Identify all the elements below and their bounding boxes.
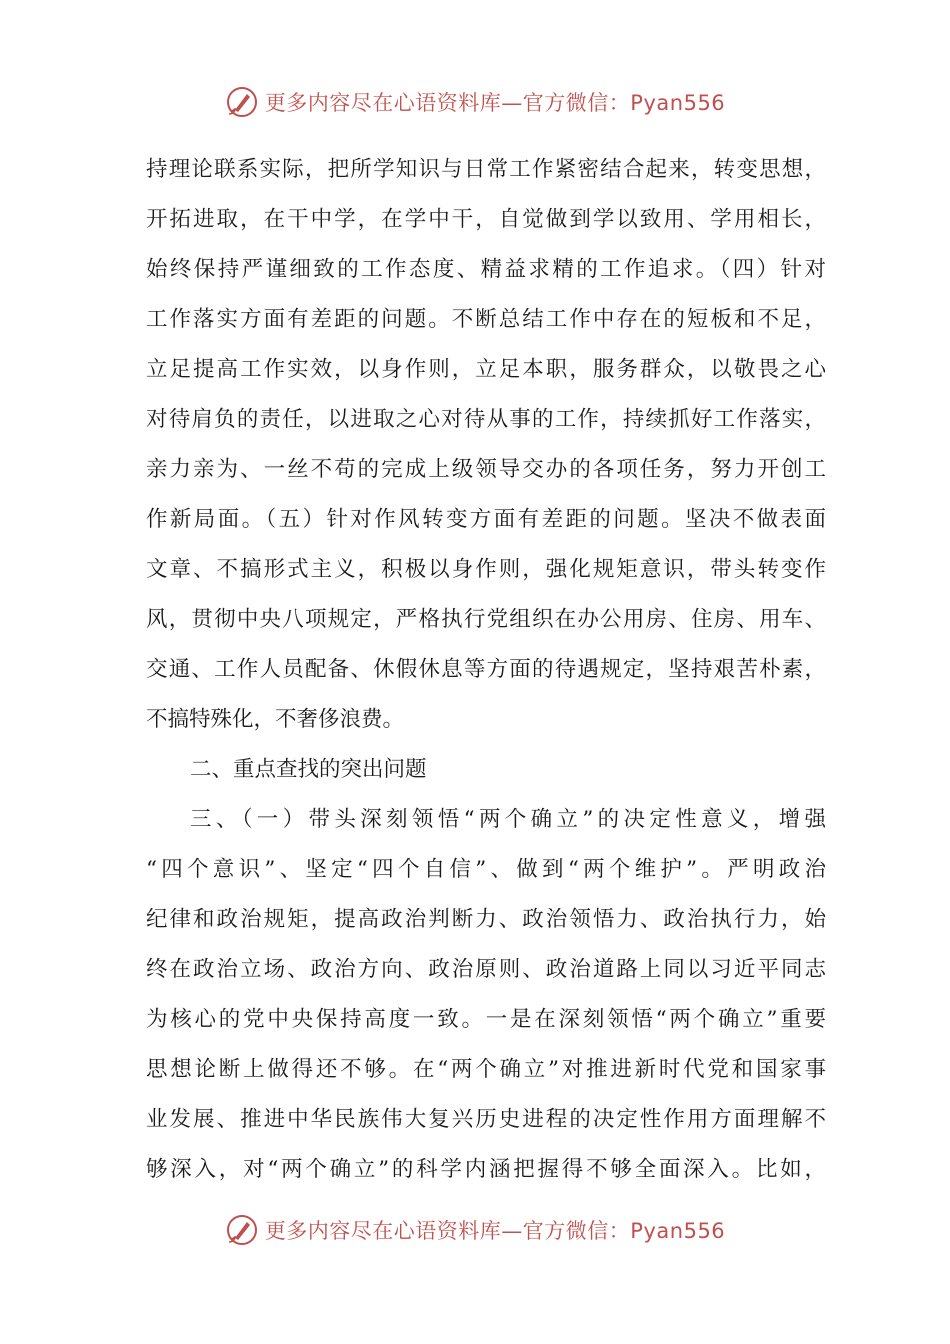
body-line: 终在政治立场、政治方向、政治原则、政治道路上同以习近平同志 <box>146 957 826 982</box>
footer-banner <box>0 1210 950 1250</box>
body-line: 文章、不搞形式主义，积极以身作则，强化规矩意识，带头转变作 <box>146 557 826 582</box>
header-banner-text: 更多内容尽在心语资料库—官方微信：Pyan556 <box>264 91 726 115</box>
body-line: 思想论断上做得还不够。在“两个确立”对推进新时代党和国家事 <box>146 1057 826 1082</box>
pen-nib-circle-logo-icon <box>225 1213 259 1247</box>
body-line: 对待肩负的责任，以进取之心对待从事的工作，持续抓好工作落实， <box>146 407 826 432</box>
body-line: 作新局面。（五）针对作风转变方面有差距的问题。坚决不做表面 <box>146 507 826 532</box>
body-line: 工作落实方面有差距的问题。不断总结工作中存在的短板和不足， <box>146 307 826 332</box>
body-line: 开拓进取，在干中学，在学中干，自觉做到学以致用、学用相长， <box>146 207 826 232</box>
body-line: 纪律和政治规矩，提高政治判断力、政治领悟力、政治执行力，始 <box>146 907 826 932</box>
section-heading: 二、重点查找的突出问题 <box>190 757 427 782</box>
body-line: 风，贯彻中央八项规定，严格执行党组织在办公用房、住房、用车、 <box>146 607 826 632</box>
body-line: 为核心的党中央保持高度一致。一是在深刻领悟“两个确立”重要 <box>146 1007 826 1032</box>
header-banner <box>0 82 950 122</box>
body-line: 持理论联系实际，把所学知识与日常工作紧密结合起来，转变思想， <box>146 157 826 182</box>
body-line: 够深入，对“两个确立”的科学内涵把握得不够全面深入。比如， <box>146 1157 826 1182</box>
body-line: 始终保持严谨细致的工作态度、精益求精的工作追求。（四）针对 <box>146 257 826 282</box>
body-line: “四个意识”、坚定“四个自信”、做到“两个维护”。严明政治 <box>146 857 826 882</box>
body-line: 立足提高工作实效，以身作则，立足本职，服务群众，以敬畏之心 <box>146 357 826 382</box>
body-line: 亲力亲为、一丝不苟的完成上级领导交办的各项任务，努力开创工 <box>146 457 826 482</box>
body-line: 交通、工作人员配备、休假休息等方面的待遇规定，坚持艰苦朴素， <box>146 657 826 682</box>
body-line: 业发展、推进中华民族伟大复兴历史进程的决定性作用方面理解不 <box>146 1107 826 1132</box>
body-line: 不搞特殊化，不奢侈浪费。 <box>146 707 405 732</box>
footer-banner-text: 更多内容尽在心语资料库—官方微信：Pyan556 <box>264 1219 726 1243</box>
pen-nib-circle-logo-icon <box>225 85 259 119</box>
body-line: 三、（一）带头深刻领悟“两个确立”的决定性意义，增强 <box>190 807 826 832</box>
